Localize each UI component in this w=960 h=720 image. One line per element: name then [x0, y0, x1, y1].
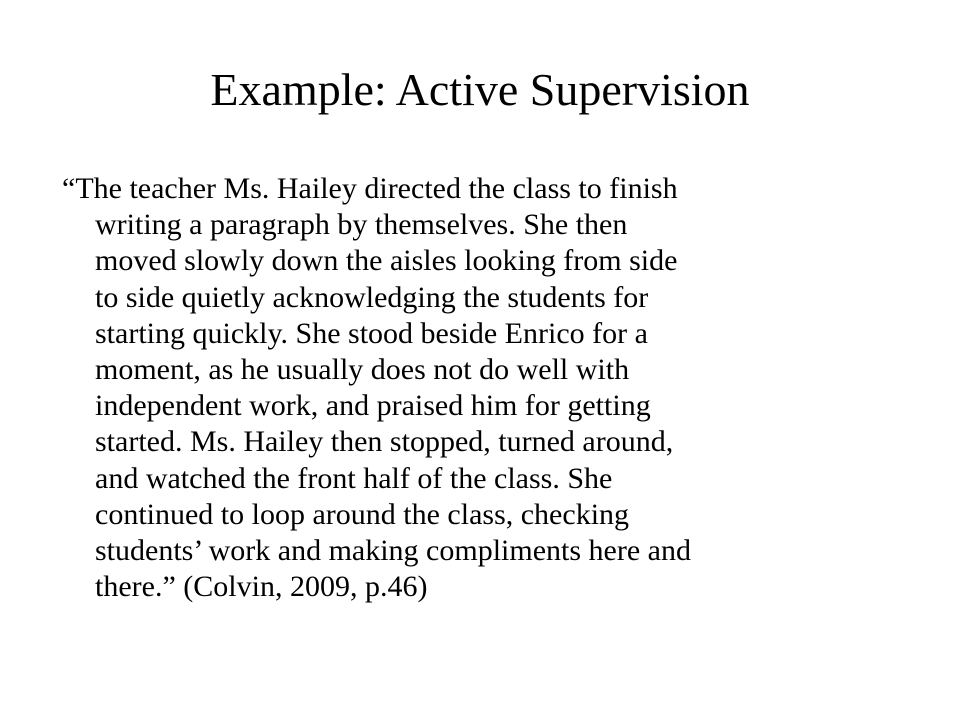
quote-paragraph: “The teacher Ms. Hailey directed the class to finish writing a paragraph by themselves. She then moved slowly down the aisles looking from side to side quietly acknowledging the students for starting quickly. She stood beside Enrico for a moment, as he usually does not do well with independent work, and praised him for getting started. Ms. Hailey then stopped, turned around, and watched the front half of the class. She continued to loop around the class, checking students’ work and making compliments here and there.” (Colvin, 2009, p.46) — [62, 172, 691, 604]
slide-title: Example: Active Supervision — [210, 64, 750, 115]
